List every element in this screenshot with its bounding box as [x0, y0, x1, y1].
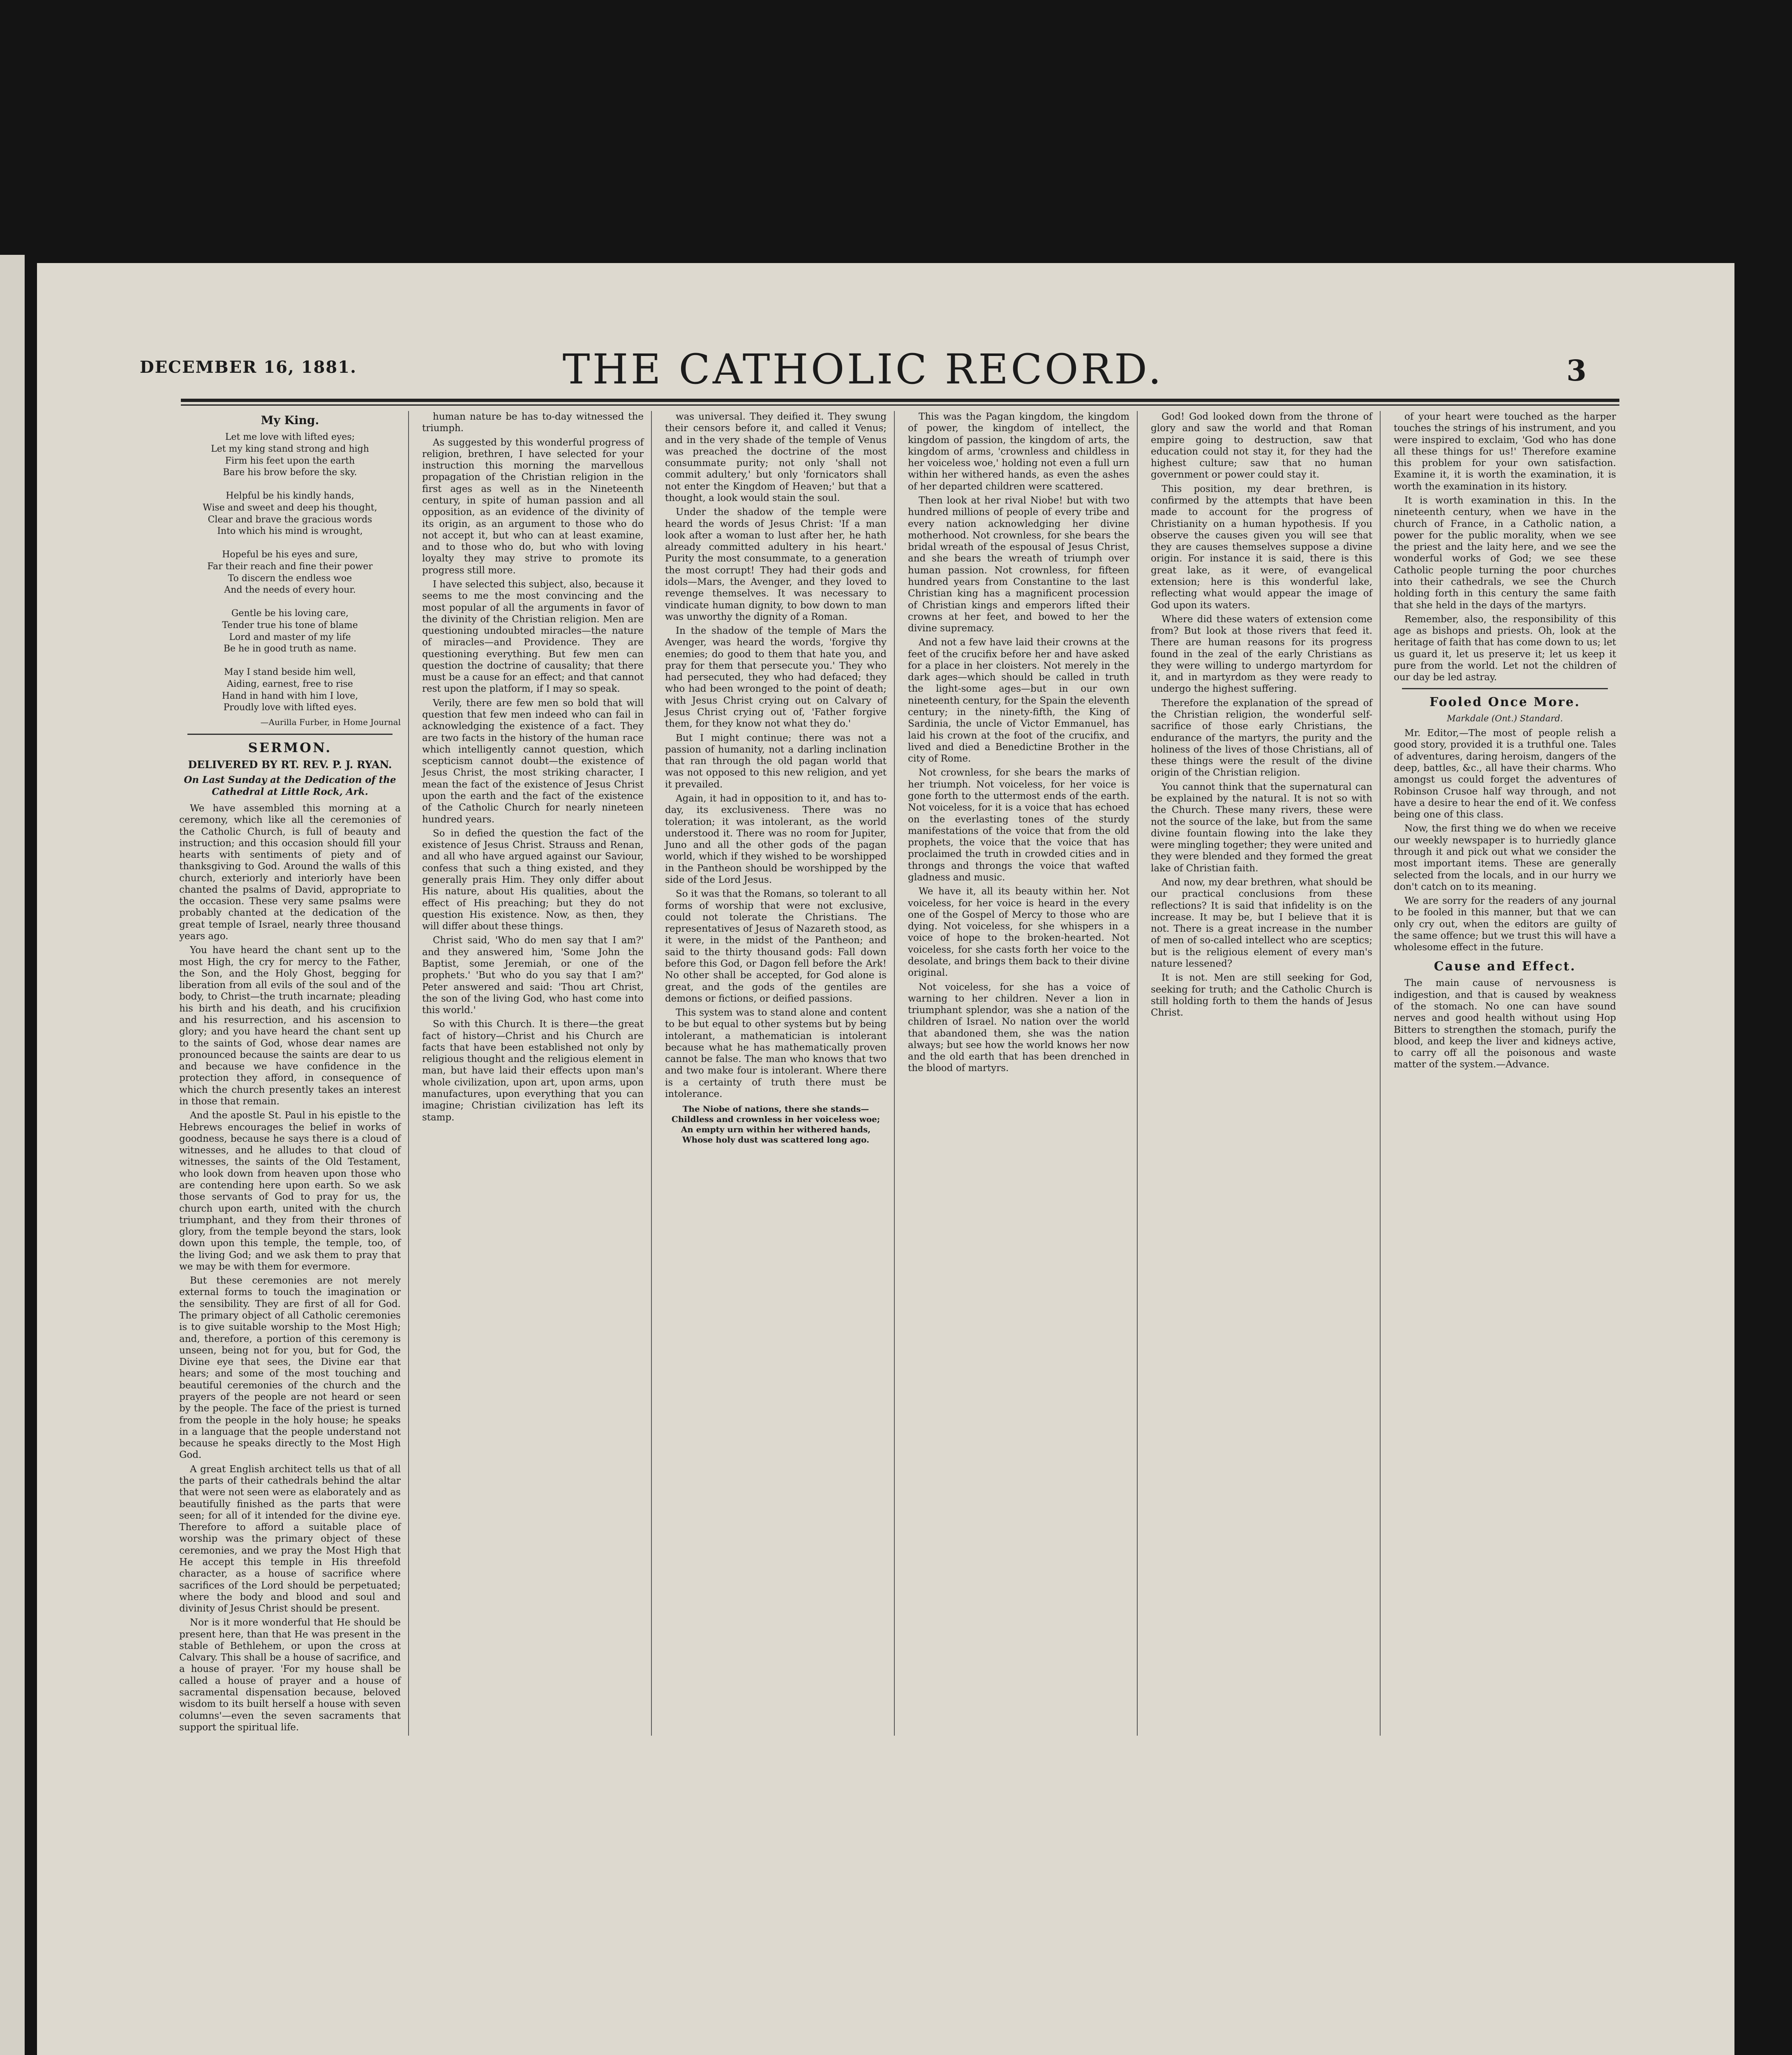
column-2 [420, 411, 652, 1736]
sermon-heading: SERMON. [248, 740, 332, 756]
sermon-byline: DELIVERED BY RT. REV. P. J. RYAN. [188, 758, 392, 771]
masthead-rule-thin [181, 404, 1619, 406]
paragraph: Now, the first thing we do when we receive our weekly newspaper is to hurriedly glance through it and pick out what we consider the most important items. These are generally selected from the locals, and in our hurry we don't catch on to its meaning. [1394, 823, 1616, 892]
quoted-verse: The Niobe of nations, there she stands—Childless and crownless in her voiceless woe; An empty urn within her withered hands, Whose holy dust was scattered long ago. [671, 1104, 880, 1145]
paragraph: But these ceremonies are not merely external forms to touch the imagination or the sensibility. They are first of all for God. The primary object of all Catholic ceremonies is to give suitable worship to the Most High; and, therefore, a portion of this ceremony is unseen, being not for you, but for God, the Divine eye that sees, the Divine ear that hears; and some of the most touching and beautiful ceremonies of the church and the prayers of the people are not heard or seen by the people. The face of the priest is turned from the people in the holy house; he speaks in a language that the people understand not because he speaks directly to the Most High God. [179, 1275, 401, 1461]
issue-date: DECEMBER 16, 1881. [140, 358, 357, 377]
paragraph: The main cause of nervousness is indigestion, and that is caused by weakness of the stomach. No one can have sound nerves and good health without using Hop Bitters to strengthen the stomach, purify the blood, and keep the liver and kidneys active, to carry off all the poisonous and waste matter of the system.—Advance. [1394, 978, 1616, 1070]
paragraph: This system was to stand alone and content to be but equal to other systems but by being intolerant, a mathematician is intolerant because what he has mathematically proven cannot be false. The man who knows that two and two make four is intolerant. Where there is a certainty of truth there must be intolerance. [665, 1007, 887, 1100]
paragraph: And not a few have laid their crowns at the feet of the crucifix before her and have asked for a place in her cloisters. Not merely in the dark ages—which should be called in truth the light-some ages—but in our own nineteenth century, for the Spain the eleventh century; in the ninety-fifth, the King of Sardinia, the uncle of Victor Emmanuel, has laid his crown at the foot of the crucifix, and lived and died a Benedictine Brother in the city of Rome. [908, 637, 1129, 764]
paragraph: So in defied the question the fact of the existence of Jesus Christ. Strauss and Renan, and all who have argued against our Saviour, confess that such a thing existed, and they generally prais Him. They only differ about His nature, about His qualities, about the effect of His preaching; but they do not question His existence. Now, as then, they will differ about these things. [422, 828, 644, 932]
paragraph: We have it, all its beauty within her. Not voiceless, for her voice is heard in the every one of the Gospel of Mercy to those who are dying. Not voiceless, for she whispers in a voice of hope to the broken-hearted. Not voiceless, for she casts forth her voice to the desolate, and brings them back to their divine original. [908, 886, 1129, 979]
article-heading-cause: Cause and Effect. [1434, 959, 1576, 974]
paragraph: I have selected this subject, also, because it seems to me the most convincing and the most popular of all the arguments in favor of the divinity of the Christian religion. Men are questioning undoubted miracles—the nature of miracles—and Providence. They are questioning everything. But few men can question the doctrine of causality; that there must be a cause for an effect; and that cannot rest upon the platform, if I may so speak. [422, 579, 644, 695]
poem-body: Let me love with lifted eyes; Let my king stand strong and high Firm his feet upon the earth Bare his brow before the sky. Helpful be his kindly hands, Wise and sweet and deep his thought, Clear and brave the gracious words Into which his mind is wrought, Hopeful be his eyes and sure, Far their reach and fine their power To discern the endless woe And the needs of every hour. Gentle be his loving care, Tender true his tone of blame Lord and master of my life Be he in good truth as name. May I stand beside him well, Aiding, earnest, free to rise Hand in hand with him I love, Proudly love with lifted eyes. [203, 432, 377, 713]
paragraph: We have assembled this morning at a ceremony, which like all the ceremonies of the Catholic Church, is full of beauty and instruction; and this occasion should fill your hearts with sentiments of piety and of thanksgiving to God. Around the walls of this church, exteriorly and interiorly have been chanted the psalms of David, appropriate to the occasion. These very same psalms were probably chanted at the dedication of the great temple of Israel, nearly three thousand years ago. [179, 803, 401, 942]
paragraph: human nature be has to-day witnessed the triumph. [422, 411, 644, 434]
paragraph: Where did these waters of extension come from? But look at those rivers that feed it. There are human reasons for its progress found in the zeal of the early Christians as they were willing to undergo martyrdom for it, and in martyrdom as they were ready to undergo the highest suffering. [1151, 614, 1372, 695]
adjacent-page-scrap [0, 255, 25, 2055]
article-columns [177, 411, 1623, 1733]
column-6 [1391, 411, 1623, 1736]
paragraph: Christ said, 'Who do men say that I am?' and they answered him, 'Some John the Baptist, some Jeremiah, or one of the prophets.' 'But who do you say that I am?' Peter answered and said: 'Thou art Christ, the son of the living God, who hast come into this world.' [422, 935, 644, 1016]
paragraph: In the shadow of the temple of Mars the Avenger, was heard the words, 'forgive thy enemies; do good to them that hate you, and pray for them that persecute you.' They who had persecuted, they who had defaced; they who had been wronged to the point of death; with Jesus Christ crying out on Calvary of Jesus Christ crying out of, 'Father forgive them, for they know not what they do.' [665, 626, 887, 730]
paragraph: Not voiceless, for she has a voice of warning to her children. Never a lion in triumphant splendor, was she a nation of the children of Israel. No nation over the world that abandoned them, she was the nation always; but see how the world knows her now and the old earth that has been drenched in the blood of martyrs. [908, 981, 1129, 1074]
paragraph: Then look at her rival Niobe! but with two hundred millions of people of every tribe and every nation acknowledging her divine motherhood. Not crownless, for she bears the bridal wreath of the espousal of Jesus Christ, and she bears the wreath of triumph over human passion. Not crownless, for fifteen hundred years from Constantine to the last Christian king has a magnificent procession of Christian kings and emperors lifted their crowns at her feet, and bowed to her the divine supremacy. [908, 495, 1129, 634]
masthead [140, 345, 1586, 395]
column-5 [1148, 411, 1381, 1736]
paragraph: And now, my dear brethren, what should be our practical conclusions from these reflections? It is said that infidelity is on the increase. It may be, but I believe that it is not. There is a great increase in the number of men of so-called intellect who are sceptics; but is the religious element of every man's nature lessened? [1151, 877, 1372, 969]
paragraph: Not crownless, for she bears the marks of her triumph. Not voiceless, for her voice is gone forth to the uttermost ends of the earth. Not voiceless, for it is a voice that has echoed on the everlasting tones of the sturdy manifestations of the voice that from the old prophets, the voice that the voice that has proclaimed the truth in crowded cities and in throngs and throngs the voice that wafted gladness and music. [908, 767, 1129, 883]
paragraph: This position, my dear brethren, is confirmed by the attempts that have been made to account for the progress of Christianity on a human hypothesis. If you observe the causes given you will see that they are causes themselves suppose a divine origin. For instance it is said, there is this great lake, as it were, of evangelical extension; here is this wonderful lake, reflecting what would appear the image of God upon its waters. [1151, 483, 1372, 611]
newspaper-title: THE CATHOLIC RECORD. [562, 345, 1164, 393]
paragraph: So it was that the Romans, so tolerant to all forms of worship that were not exclusive, could not tolerate the Christians. The representatives of Jesus of Nazareth stood, as it were, in the midst of the Pantheon; and said to the thirty thousand gods: Fall down before this God, or Dagon fell before the Ark! No other shall be accepted, for God alone is great, and the gods of the gentiles are demons or fictions, or deified passions. [665, 889, 887, 1004]
paragraph: Mr. Editor,—The most of people relish a good story, provided it is a truthful one. Tales of adventures, daring heroism, dangers of the deep, battles, &c., all have their charms. Who amongst us could forget the adventures of Robinson Crusoe half way through, and not have a desire to hear the end of it. We confess being one of this class. [1394, 728, 1616, 820]
paragraph: Under the shadow of the temple were heard the words of Jesus Christ: 'If a man look after a woman to lust after her, he hath already committed adultery in his heart.' Purity the most consummate, to a generation the most corrupt! They had their gods and idols—Mars, the Avenger, and they loved to revenge themselves. It was necessary to vindicate human dignity, to bow down to man was unworthy the dignity of a Roman. [665, 507, 887, 622]
poem-title: My King. [261, 413, 319, 427]
paragraph: of your heart were touched as the harper touches the strings of his instrument, and you were inspired to exclaim, 'God who has done all these things for us!' Therefore examine this problem for your own satisfaction. Examine it, it is worth the examination, it is worth the examination in its history. [1394, 411, 1616, 492]
paragraph: Therefore the explanation of the spread of the Christian religion, the wonderful self-sacrifice of those early Christians, the endurance of the martyrs, the purity and the holiness of the lives of those Christians, all of these things were the result of the divine origin of the Christian religion. [1151, 697, 1372, 778]
column-1 [177, 411, 409, 1736]
paragraph: Nor is it more wonderful that He should be present here, than that He was present in the stable of Bethlehem, or upon the cross at Calvary. This shall be a house of sacrifice, and a house of prayer. 'For my house shall be called a house of prayer and a house of sacramental dispensation because, beloved wisdom to its built herself a house with seven columns'—even the seven sacraments that support the spiritual life. [179, 1617, 401, 1733]
paragraph: God! God looked down from the throne of glory and saw the world and that Roman empire going to destruction, saw that education could not stay it, for they had the highest culture; saw that no human government or power could stay it. [1151, 411, 1372, 480]
divider [187, 734, 393, 735]
masthead-rule-thick [181, 399, 1619, 402]
paragraph: We are sorry for the readers of any journal to be fooled in this manner, but that we can only cry out, when the editors are guilty of the same offence; but we trust this will have a wholesome effect in the future. [1394, 896, 1616, 953]
article-source: Markdale (Ont.) Standard. [1447, 713, 1563, 724]
page-number: 3 [1566, 353, 1586, 388]
sermon-subhead: On Last Sunday at the Dedication of the Cathedral at Little Rock, Ark. [184, 774, 396, 797]
paragraph: was universal. They deified it. They swung their censors before it, and called it Venus; and in the very shade of the temple of Venus was preached the doctrine of the most consummate purity; not only 'shall not commit adultery,' but only 'fornicators shall not enter the Kingdom of Heaven;' but that a thought, a look would stain the soul. [665, 411, 887, 503]
paragraph: You cannot think that the supernatural can be explained by the natural. It is not so with the Church. These many rivers, these were not the source of the lake, but from the same divine fountain flowing into the lake they were mingling together; they were united and they were blended and they formed the great lake of Christian faith. [1151, 781, 1372, 874]
paragraph: A great English architect tells us that of all the parts of their cathedrals behind the altar that were not seen were as elaborately and as beautifully finished as the parts that were seen; for all of it intended for the divine eye. Therefore to afford a suitable place of worship was the primary object of these ceremonies, and we pray the Most High that He accept this temple in His threefold character, as a house of sacrifice where sacrifices of the Lord should be perpetuated; where the body and blood and soul and divinity of Jesus Christ should be present. [179, 1464, 401, 1614]
paragraph: But I might continue; there was not a passion of humanity, not a darling inclination that ran through the old pagan world that was not opposed to this new religion, and yet it prevailed. [665, 732, 887, 790]
paragraph: It is worth examination in this. In the nineteenth century, when we have in the church of France, in a Catholic nation, a power for the public morality, when we see the priest and the laity here, and we see the wonderful works of God; we see these Catholic people turning the poor churches into their cathedrals, we see the Church holding forth in this century the same faith that she held in the days of the martyrs. [1394, 495, 1616, 611]
paragraph: And the apostle St. Paul in his epistle to the Hebrews encourages the belief in works of goodness, because he says there is a cloud of witnesses, and he alludes to that cloud of witnesses, the saints of the Old Testament, who look down from heaven upon those who are contending here upon earth. So we ask those servants of God to pray for us, the church upon earth, united with the church triumphant, and they from their thrones of glory, from the temple beyond the stars, look down upon this temple, the temple, too, of the living God; and we ask them to pray that we may be with them for evermore. [179, 1110, 401, 1272]
poem-credit: —Aurilla Furber, in Home Journal [260, 717, 401, 727]
paragraph: Remember, also, the responsibility of this age as bishops and priests. Oh, look at the heritage of faith that has come down to us; let us guard it, let us preserve it; let us keep it pure from the world. Let not the children of our day be led astray. [1394, 614, 1616, 683]
paragraph: You have heard the chant sent up to the most High, the cry for mercy to the Father, the Son, and the Holy Ghost, begging for liberation from all evils of the soul and of the body, to Christ—the truth incarnate; pleading his birth and his death, and his crucifixion and his resurrection, and his ascension to glory; and you have heard the chant sent up to the saints of God, whose dear names are pronounced because the saints are dear to us and because we have confidence in the protection they afford, in consequence of which the church presently takes an interest in those that remain. [179, 945, 401, 1107]
column-4 [905, 411, 1138, 1736]
paragraph: Verily, there are few men so bold that will question that few men indeed who can fail in acknowledging the existence of a fact. They are two facts in the history of the human race which intelligently cannot question, which scepticism cannot doubt—the existence of Jesus Christ, the most striking character, I mean the fact of the existence of Jesus Christ upon the earth and the fact of the existence of the Catholic Church for nearly nineteen hundred years. [422, 697, 644, 825]
column-3 [663, 411, 895, 1736]
paragraph: It is not. Men are still seeking for God, seeking for truth; and the Catholic Church is still holding forth to them the hands of Jesus Christ. [1151, 972, 1372, 1018]
paragraph: Again, it had in opposition to it, and has to-day, its exclusiveness. There was no toleration; it was intolerant, as the world understood it. There was no room for Jupiter, Juno and all the other gods of the pagan world, which if they wished to be worshipped in the Pantheon should be worshipped by the side of the Lord Jesus. [665, 793, 887, 885]
article-heading-fooled: Fooled Once More. [1429, 695, 1580, 710]
paragraph: So with this Church. It is there—the great fact of history—Christ and his Church are facts that have been established not only by religious thought and the religious element in man, but have laid their effects upon man's whole civilization, upon art, upon arms, upon manufactures, upon everything that you can imagine; Christian civilization has left its stamp. [422, 1019, 644, 1123]
paragraph: This was the Pagan kingdom, the kingdom of power, the kingdom of intellect, the kingdom of passion, the kingdom of arts, the kingdom of arms, 'crownless and childless in her voiceless woe,' holding not even a full urn within her withered hands, as even the ashes of her departed children were scattered. [908, 411, 1129, 492]
divider [1402, 688, 1608, 689]
paragraph: As suggested by this wonderful progress of religion, brethren, I have selected for your instruction this morning the marvellous propagation of the Christian religion in the first ages as well as in the Nineteenth century, in spite of human passion and all opposition, as an evidence of the divinity of its origin, as an argument to those who do not accept it, but who can at least examine, and to those who do, but who with loving loyalty they may strive to promote its progress still more. [422, 437, 644, 576]
